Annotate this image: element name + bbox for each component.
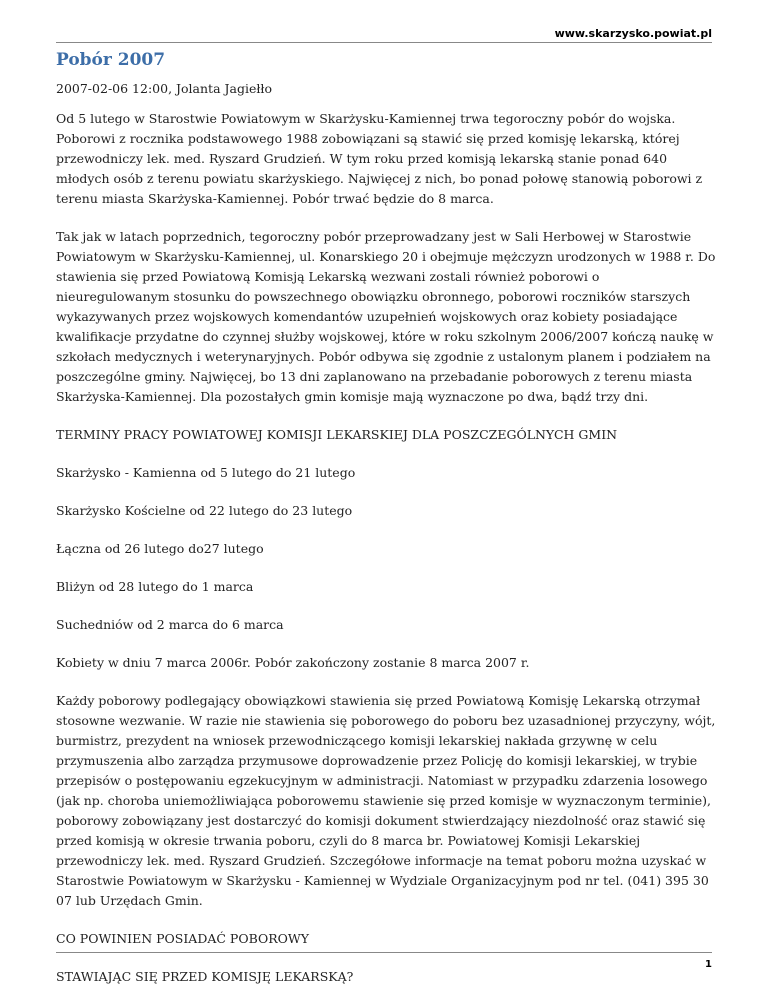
schedule-item: Skarżysko - Kamienna od 5 lutego do 21 lutego: [56, 465, 356, 480]
article-meta: 2007-02-06 12:00, Jolanta Jagiełło: [56, 81, 272, 96]
footer-divider: [56, 952, 712, 953]
section-heading: STAWIAJĄC SIĘ PRZED KOMISJĘ LEKARSKĄ?: [56, 969, 354, 984]
schedule-item: Skarżysko Kościelne od 22 lutego do 23 lutego: [56, 503, 353, 518]
section-heading: CO POWINIEN POSIADAĆ POBOROWY: [56, 931, 309, 946]
schedule-item: Łączna od 26 lutego do27 lutego: [56, 541, 264, 556]
article-title: Pobór 2007: [56, 50, 166, 70]
schedule-item: Suchedniów od 2 marca do 6 marca: [56, 617, 284, 632]
schedule-heading: TERMINY PRACY POWIATOWEJ KOMISJI LEKARSKIEJ DLA POSZCZEGÓLNYCH GMIN: [56, 427, 618, 442]
paragraph-intro: Od 5 lutego w Starostwie Powiatowym w Skarżysku-Kamiennej trwa tegoroczny pobór do wojska. Poborowi z rocznika podstawowego 1988 zobowiązani są stawić się przed komisję lekarską, której przewodniczy lek. med. Ryszard Grudzień. W tym roku przed komisją lekarską stanie ponad 640 młodych osób z terenu powiatu skarżyskiego. Najwięcej z nich, bo ponad połowę stanowią poborowi z terenu miasta Skarżyska-Kamiennej. Pobór trwać będzie do 8 marca.: [56, 111, 703, 206]
article-body: [56, 109, 716, 1005]
header-divider: [56, 42, 712, 43]
page-number: 1: [705, 959, 712, 970]
schedule-item: Kobiety w dniu 7 marca 2006r. Pobór zakończony zostanie 8 marca 2007 r.: [56, 655, 530, 670]
paragraph-obligations: Każdy poborowy podlegający obowiązkowi stawienia się przed Powiatową Komisję Lekarską otrzymał stosowne wezwanie. W razie nie stawienia się poborowego do poboru bez uzasadnionej przyczyny, wójt, burmistrz, prezydent na wniosek przewodniczącego komisji lekarskiej nakłada grzywnę w celu przymuszenia albo zarządza przymusowe doprowadzenie przez Policję do komisji lekarskiej, w trybie przepisów o postępowaniu egzekucyjnym w administracji. Natomiast w przypadku zdarzenia losowego (jak np. choroba uniemożliwiająca poborowemu stawienie się przed komisje w wyznaczonym terminie), poborowy zobowiązany jest dostarczyć do komisji dokument stwierdzający niezdolność oraz stawić się przed komisją w okresie trwania poboru, czyli do 8 marca br. Powiatowej Komisji Lekarskiej przewodniczy lek. med. Ryszard Grudzień. Szczegółowe informacje na temat poboru można uzyskać w Starostwie Powiatowym w Skarżysku - Kamiennej w Wydziale Organizacyjnym pod nr tel. (041) 395 30 07 lub Urzędach Gmin.: [56, 693, 716, 908]
paragraph-location: Tak jak w latach poprzednich, tegoroczny pobór przeprowadzany jest w Sali Herbowej w Starostwie Powiatowym w Skarżysku-Kamiennej, ul. Konarskiego 20 i obejmuje mężczyzn urodzonych w 1988 r. Do stawienia się przed Powiatową Komisją Lekarską wezwani zostali również poborowi o nieuregulowanym stosunku do powszechnego obowiązku obronnego, poborowi roczników starszych wykazywanych przez wojskowych komendantów uzupełnień wojskowych oraz kobiety posiadające kwalifikacje przydatne do czynnej służby wojskowej, które w roku szkolnym 2006/2007 kończą naukę w szkołach medycznych i weterynaryjnych. Pobór odbywa się zgodnie z ustalonym planem i podziałem na poszczególne gminy. Najwięcej, bo 13 dni zaplanowano na przebadanie poborowych z terenu miasta Skarżyska-Kamiennej. Dla pozostałych gmin komisje mają wyznaczone po dwa, bądź trzy dni.: [56, 229, 716, 404]
site-url: www.skarzysko.powiat.pl: [554, 27, 712, 40]
schedule-item: Bliżyn od 28 lutego do 1 marca: [56, 579, 254, 594]
